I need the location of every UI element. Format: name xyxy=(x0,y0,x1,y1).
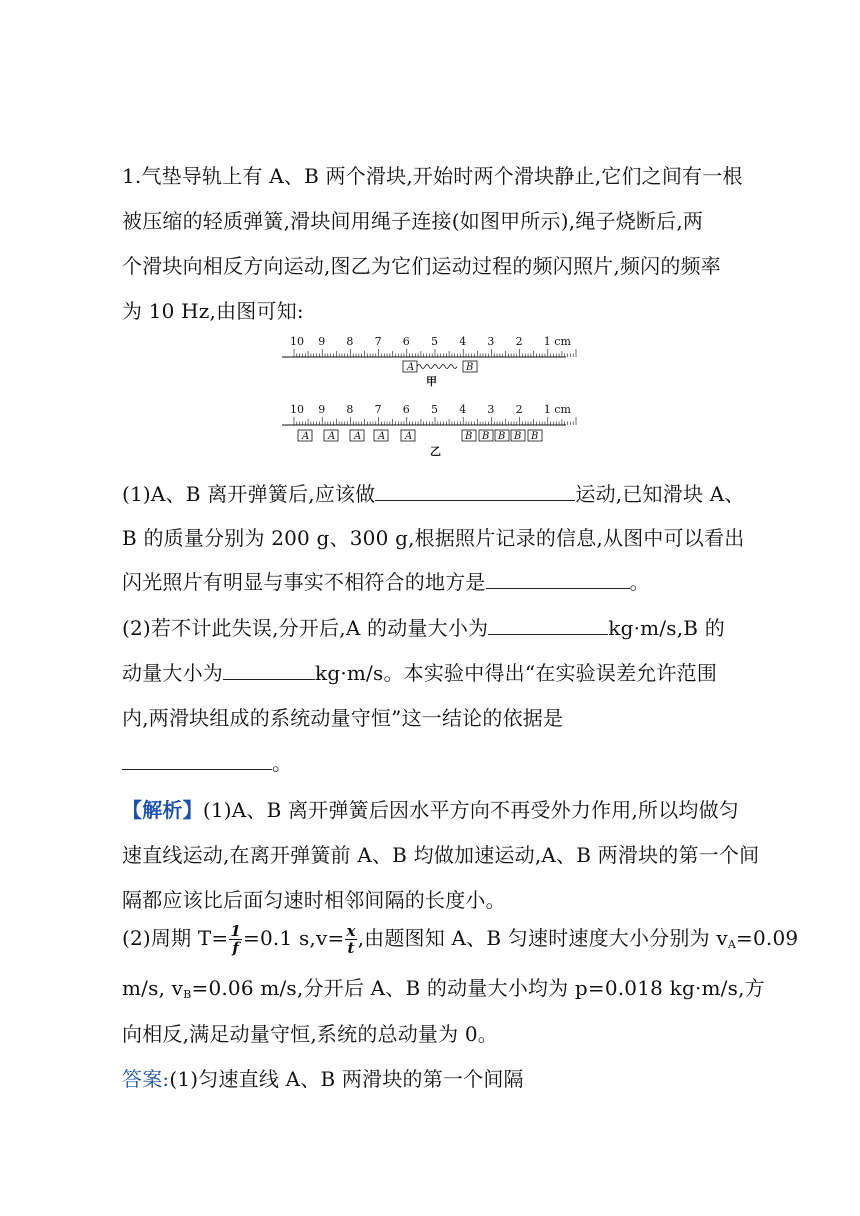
analysis-line-5-a: m/s, v xyxy=(122,976,184,1000)
analysis-line-4-d: =0.09 xyxy=(736,926,799,950)
analysis-tag: 【解析】 xyxy=(122,798,203,822)
ruler-label: 6 xyxy=(402,335,410,348)
question-line-3: 个滑块向相反方向运动,图乙为它们运动过程的频闪照片,频闪的频率 xyxy=(122,254,721,278)
subscript-a: A xyxy=(727,938,737,951)
block-b-jia-label: B xyxy=(466,362,474,373)
part2-line-1-b: kg·m/s,B 的 xyxy=(608,616,725,640)
part1-line-3 xyxy=(122,566,650,595)
frac1-denominator: f xyxy=(232,939,240,957)
part1-line-3-a: 闪光照片有明显与事实不相符合的地方是 xyxy=(122,570,486,594)
answer-tag: 答案: xyxy=(122,1067,170,1091)
answer-blank-4[interactable] xyxy=(223,659,315,680)
ruler-label: 6 xyxy=(402,403,410,416)
block-a-yi-label: A xyxy=(354,431,362,442)
fraction-one-over-f xyxy=(229,923,242,956)
part2-line-2-b: kg·m/s。本实验中得出“在实验误差允许范围 xyxy=(315,661,718,685)
part1-line-2: B 的质量分别为 200 g、300 g,根据照片记录的信息,从图中可以看出 xyxy=(122,526,745,550)
part1-line-1 xyxy=(122,478,745,507)
frac2-denominator: t xyxy=(347,939,355,957)
analysis-line-2: 速直线运动,在离开弹簧前 A、B 均做加速运动,A、B 两滑块的第一个间 xyxy=(122,843,760,867)
analysis-line-1-text: (1)A、B 离开弹簧后因水平方向不再受外力作用,所以均做匀 xyxy=(202,798,739,822)
answer-blank-3[interactable] xyxy=(488,614,608,635)
ruler-label: 8 xyxy=(346,335,354,348)
block-b-yi-label: B xyxy=(498,431,506,442)
block-b-yi-label: B xyxy=(514,431,522,442)
ruler-label: 5 xyxy=(431,403,438,416)
part1-line-3-b: 。 xyxy=(629,570,650,594)
ruler-label: 3 xyxy=(487,403,495,416)
block-a-yi-label: A xyxy=(405,431,413,442)
question-line-1: 1.气垫导轨上有 A、B 两个滑块,开始时两个滑块静止,它们之间有一根 xyxy=(122,164,743,188)
ruler-label: 1 cm xyxy=(543,335,571,348)
frac1-numerator: 1 xyxy=(230,922,242,940)
question-line-4: 为 10 Hz,由图可知: xyxy=(122,299,304,323)
analysis-line-5-b: =0.06 m/s,分开后 A、B 的动量大小均为 p=0.018 kg·m/s,方 xyxy=(191,976,765,1000)
part2-line-1 xyxy=(122,612,725,641)
answer-line xyxy=(122,1063,524,1092)
ruler-label: 9 xyxy=(318,335,326,348)
block-a-yi-label: A xyxy=(328,431,336,442)
block-a-yi-label: A xyxy=(378,431,386,442)
ruler-label: 8 xyxy=(346,403,354,416)
analysis-line-5 xyxy=(122,972,765,1001)
ruler-label: 10 xyxy=(290,335,304,348)
ruler-label: 9 xyxy=(318,403,326,416)
ruler-label: 3 xyxy=(487,335,495,348)
analysis-line-6: 向相反,满足动量守恒,系统的总动量为 0。 xyxy=(122,1022,498,1046)
fraction-x-over-t xyxy=(345,923,356,956)
question-line-2: 被压缩的轻质弹簧,滑块间用绳子连接(如图甲所示),绳子烧断后,两 xyxy=(122,209,704,233)
answer-blank-2[interactable] xyxy=(486,568,630,589)
ruler-label: 7 xyxy=(374,403,382,416)
caption-jia: 甲 xyxy=(426,375,437,388)
part1-line-1-a: (1)A、B 离开弹簧后,应该做 xyxy=(122,482,376,506)
block-b-yi-label: B xyxy=(531,431,539,442)
analysis-line-1 xyxy=(122,794,739,823)
answer-blank-1[interactable] xyxy=(375,480,575,501)
spring-icon xyxy=(417,365,457,369)
ruler-label: 2 xyxy=(515,403,523,416)
part2-line-2-a: 动量大小为 xyxy=(122,661,223,685)
part2-line-3: 内,两滑块组成的系统动量守恒”这一结论的依据是 xyxy=(122,706,564,730)
ruler-label: 7 xyxy=(374,335,382,348)
analysis-line-4 xyxy=(122,922,798,956)
part2-line-2 xyxy=(122,657,717,686)
ruler-label: 10 xyxy=(290,403,304,416)
subscript-b: B xyxy=(183,988,192,1001)
block-b-yi-label: B xyxy=(482,431,490,442)
block-b-yi-label: B xyxy=(465,431,473,442)
ruler-top xyxy=(282,335,576,357)
block-a-yi-label: A xyxy=(302,431,310,442)
ruler-label: 4 xyxy=(459,403,467,416)
frac2-numerator: x xyxy=(346,922,356,940)
part2-line-4-end: 。 xyxy=(272,751,293,775)
block-a-jia-label: A xyxy=(407,362,415,373)
air-track-figure xyxy=(280,334,580,458)
part2-line-1-a: (2)若不计此失误,分开后,A 的动量大小为 xyxy=(122,616,489,640)
analysis-line-4-a: (2)周期 T= xyxy=(122,926,229,950)
analysis-line-3: 隔都应该比后面匀速时相邻间隔的长度小。 xyxy=(122,888,506,912)
figure-yi-blocks xyxy=(298,430,542,442)
part2-line-4 xyxy=(122,747,292,776)
caption-yi: 乙 xyxy=(430,445,441,458)
ruler-label: 2 xyxy=(515,335,523,348)
answer-blank-5[interactable] xyxy=(122,749,272,770)
figure-jia-blocks xyxy=(403,361,477,388)
analysis-line-4-c: ,由题图知 A、B 匀速时速度大小分别为 v xyxy=(357,926,728,950)
ruler-label: 5 xyxy=(431,335,438,348)
ruler-label: 4 xyxy=(459,335,467,348)
answer-text: (1)匀速直线 A、B 两滑块的第一个间隔 xyxy=(169,1067,524,1091)
ruler-bottom xyxy=(282,403,576,425)
analysis-line-4-b: =0.1 s,v= xyxy=(243,926,345,950)
part1-line-1-b: 运动,已知滑块 A、 xyxy=(575,482,745,506)
ruler-label: 1 cm xyxy=(543,403,571,416)
